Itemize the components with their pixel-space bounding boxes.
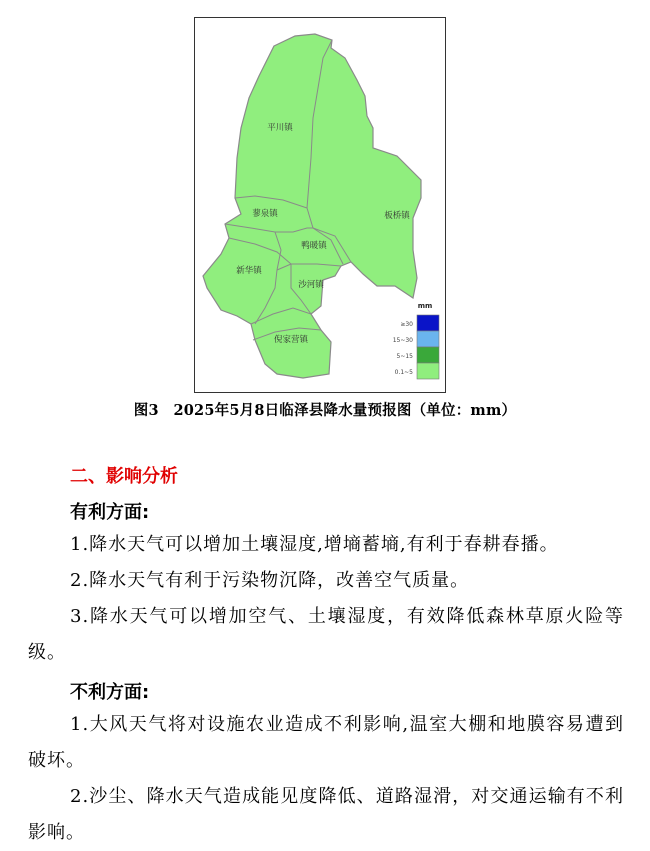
legend-swatch-15-30 [417,331,439,347]
unfavorable-heading: 不利方面: [70,682,150,703]
favorable-heading: 有利方面: [70,502,150,523]
legend-swatch-0-5 [417,363,439,379]
town-label-pingchuan: 平川镇 [267,123,293,133]
figure-caption: 图3 2025年5月8日临泽县降水量预报图（单位：mm） [133,402,517,419]
legend-swatch-30-plus [417,315,439,331]
legend-swatch-5-15 [417,347,439,363]
county-region [203,34,421,378]
map-svg [195,18,447,394]
favorable-item-2: 2.降水天气有利于污染物沉降，改善空气质量。 [70,570,470,591]
town-label-banqiao: 板桥镇 [384,211,410,221]
unfavorable-item-2: 2.沙尘、降水天气造成能见度降低、道路湿滑，对交通运输有不利影响。 [28,786,624,843]
favorable-item-1: 1.降水天气可以增加土壤湿度,增墒蓄墒,有利于春耕春播。 [70,534,559,555]
town-label-nijiaying: 倪家营镇 [273,335,309,345]
legend-unit: mm [417,302,433,310]
town-label-liaoquan: 蓼泉镇 [252,209,278,219]
town-label-yanuan: 鸭暖镇 [301,241,327,251]
legend-label-5-15: 5~15 [396,353,413,360]
legend-label-15-30: 15~30 [392,337,413,344]
unfavorable-item-1: 1.大风天气将对设施农业造成不利影响,温室大棚和地膜容易遭到破坏。 [28,714,624,771]
legend-label-0-5: 0.1~5 [394,369,413,376]
legend-label-30-plus: ≥30 [400,321,413,328]
section-title: 二、影响分析 [70,466,178,487]
map-legend [393,302,439,379]
favorable-item-3: 3.降水天气可以增加空气、土壤湿度，有效降低森林草原火险等级。 [28,606,624,663]
town-label-xinhua: 新华镇 [236,266,262,276]
town-label-shahe: 沙河镇 [298,280,324,290]
precipitation-map [194,17,446,393]
